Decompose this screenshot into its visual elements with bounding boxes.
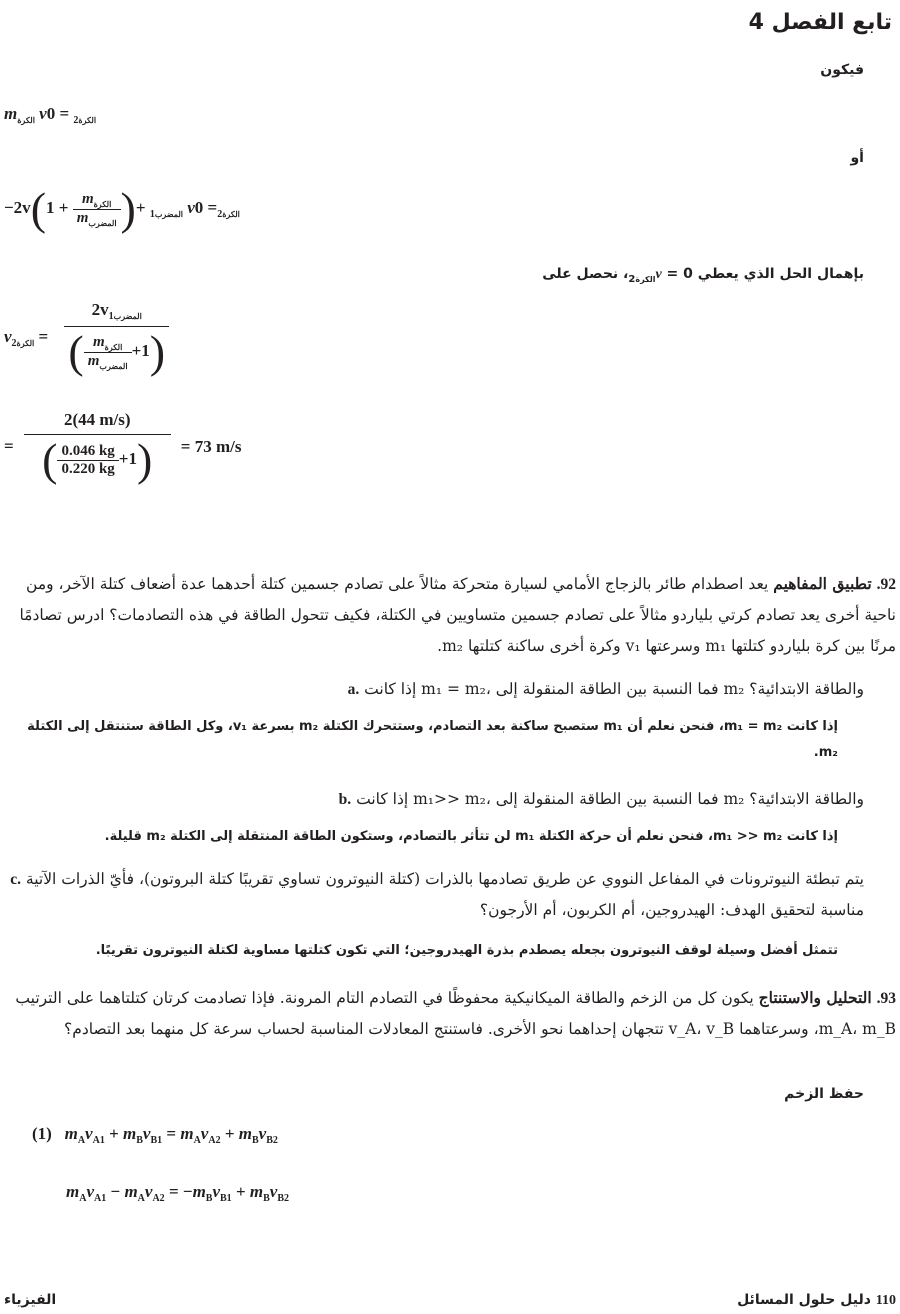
page-number: 110 (875, 1293, 896, 1308)
momentum-conservation-label: حفظ الزخم (784, 1086, 864, 1102)
question-number: 92. (876, 576, 896, 593)
equation-momentum-conservation: (1) $m_Av_{A1} + m_Bv_{B1} = m_Av_{A2} + m_Bv_{B2}$ (32, 1124, 278, 1146)
neglect-solution-text: بإهمال الحل الذي يعطي $0 = v_{الكرة2}،$ نحصل على (542, 266, 864, 285)
footer-page-label (737, 1292, 896, 1309)
answer-92b: إذا كانت m₁ >> m₂، فنحن نعلم أن حركة الكتلة m₁ لن تتأثر بالتصادم، وستكون الطاقة المنتقلة إلى الكتلة m₂ قليلة. (104, 829, 838, 844)
question-92 (4, 568, 896, 662)
equation-numeric-result: = 2(44 m/s) ( $\frac{0.046 kg}{0.220 kg}$ +1) = 73 m/s (4, 410, 242, 485)
answer-92a: إذا كانت m₁ = m₂، فنحن نعلم أن m₁ ستصبح ساكنة بعد التصادم، وستتحرك الكتلة m₂ بسرعة v₁، وكل الطاقة ستنتقل إلى الكتلة m₂. (27, 719, 838, 760)
answer-92c: تتمثل أفضل وسيلة لوقف النيوترون بجعله يصطدم بذرة الهيدروجين؛ التي تكون كتلتها مساوية لكتلة النيوترون تقريبًا. (95, 943, 838, 958)
question-lead: تطبيق المفاهيم (773, 574, 872, 593)
page-title: تابع الفصل 4 (748, 10, 892, 35)
footer-subject: الفيزياء (4, 1292, 57, 1308)
then-label: فيكون (820, 62, 864, 78)
question-92b: b. إذا كانت m₁>> m₂، فما النسبة بين الطاقة المنقولة إلى m₂ والطاقة الابتدائية؟ (338, 790, 864, 808)
guide-label: دليل حلول المسائل (737, 1292, 871, 1308)
question-92a: a. إذا كانت m₁ = m₂، فما النسبة بين الطاقة المنقولة إلى m₂ والطاقة الابتدائية؟ (347, 680, 864, 698)
equation-momentum-zero: $m_{الكرة}$ v $_{الكرة2}$ = 0 (4, 104, 97, 126)
equation-velocity-relation: −2v $_{المضرب1}$ +( $\frac{m_{الكرة}}{m_{المضرب}}$ + 1) v $_{الكرة2}$= 0 (4, 183, 240, 234)
question-92c: c. يتم تبطئة النيوترونات في المفاعل النووي عن طريق تصادمها بالذرات (كتلة النيوترون تساوي تقريبًا كتلة البروتون)، فأيّ الذرات الآتية مناسبة لتحقيق الهدف: الهيدروجين، أم الكربون، أم الأرجون؟ (10, 870, 864, 919)
equation-momentum-rearranged: $m_Av_{A1} - m_Av_{A2} = -m_Bv_{B1} + m_Bv_{B2}$ (66, 1182, 289, 1204)
equation-ball-velocity: v $_{الكرة2}$ = 2v $_{المضرب1}$ ( $\frac{m_{الكرة}}{m_{المضرب}}$ +1) (4, 300, 169, 375)
or-label: أو (850, 150, 864, 166)
question-93: 93. التحليل والاستنتاج يكون كل من الزخم والطاقة الميكانيكية محفوظًا في التصادم التام المرونة. فإذا تصادمت كرتان كتلتاهما على الترتيب m_A، m_B، وسرعتاهما v_A، v_B تتجهان إحداهما نحو الأخرى. فاستنتج المعادلات المناسبة لحساب سرعة كل منهما بعد التصادم؟ (15, 988, 896, 1038)
question-body: يعد اصطدام طائر بالزجاج الأمامي لسيارة متحركة مثالاً على تصادم جسمين كتلة أحدهما عدة أضعاف كتلة الآخر، ومن ناحية أخرى يعد تصادم كرتي بلياردو مثالاً على تصادم جسمين متساويين في الكتلة، فكيف تتحول الطاقة في هذه التصادمات؟ ادرس تصادمًا مرنًا بين كرة بلياردو كتلتها m₁ وسرعتها v₁ وكرة أخرى ساكنة كتلتها m₂. (19, 575, 896, 655)
